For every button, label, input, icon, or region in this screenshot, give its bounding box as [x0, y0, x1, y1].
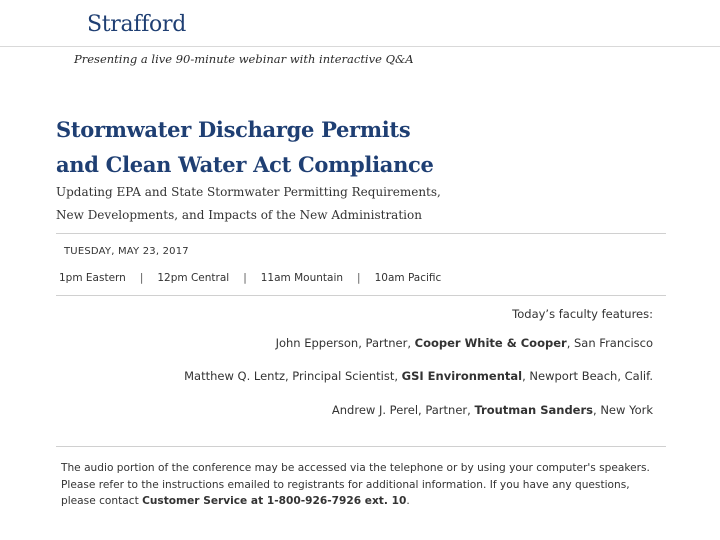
- title-line-1: Stormwater Discharge Permits: [56, 117, 411, 142]
- title-line-2: and Clean Water Act Compliance: [56, 152, 434, 177]
- faculty-location: , San Francisco: [566, 336, 653, 350]
- webinar-tagline: Presenting a live 90-minute webinar with interactive Q&A: [74, 52, 414, 66]
- audio-instructions: [61, 460, 661, 510]
- time-mountain: 11am Mountain: [260, 272, 344, 284]
- faculty-firm: GSI Environmental: [401, 369, 523, 383]
- page-subtitle: [56, 181, 676, 227]
- time-eastern: 1pm Eastern: [59, 272, 126, 284]
- faculty-member: [332, 403, 653, 417]
- page-title: [56, 112, 676, 182]
- customer-service-contact: Customer Service at 1-800-926-7926 ext. 10: [142, 495, 407, 507]
- faculty-name-title: John Epperson, Partner,: [275, 336, 415, 350]
- webinar-date: TUESDAY, MAY 23, 2017: [64, 246, 189, 257]
- faculty-name-title: Matthew Q. Lentz, Principal Scientist,: [184, 369, 402, 383]
- time-pacific: 10am Pacific: [374, 272, 442, 284]
- footer-end: .: [406, 495, 410, 507]
- faculty-member: [184, 369, 653, 383]
- faculty-location: , Newport Beach, Calif.: [522, 369, 653, 383]
- time-separator: |: [357, 272, 361, 284]
- faculty-location: , New York: [593, 403, 653, 417]
- time-separator: |: [139, 272, 144, 284]
- time-separator: |: [243, 272, 247, 284]
- faculty-firm: Cooper White & Cooper: [414, 336, 567, 350]
- faculty-firm: Troutman Sanders: [474, 403, 594, 417]
- subtitle-line-2: New Developments, and Impacts of the New Administration: [56, 208, 422, 222]
- section-divider-middle: [56, 295, 666, 296]
- header-divider: [0, 46, 720, 47]
- time-central: 12pm Central: [157, 272, 230, 284]
- section-divider-bottom: [56, 446, 666, 447]
- time-zones: [59, 272, 441, 284]
- footer-text: The audio portion of the conference may be accessed via the telephone or by using your computer's speakers. Please refer to the instructions emailed to registrants for additional information. If you have any questions, please contact: [61, 462, 650, 507]
- strafford-logo: Strafford: [87, 12, 186, 37]
- faculty-name-title: Andrew J. Perel, Partner,: [331, 403, 475, 417]
- faculty-heading: Today’s faculty features:: [512, 307, 653, 321]
- faculty-member: [276, 336, 653, 350]
- section-divider-top: [56, 233, 666, 234]
- subtitle-line-1: Updating EPA and State Stormwater Permitting Requirements,: [56, 185, 441, 199]
